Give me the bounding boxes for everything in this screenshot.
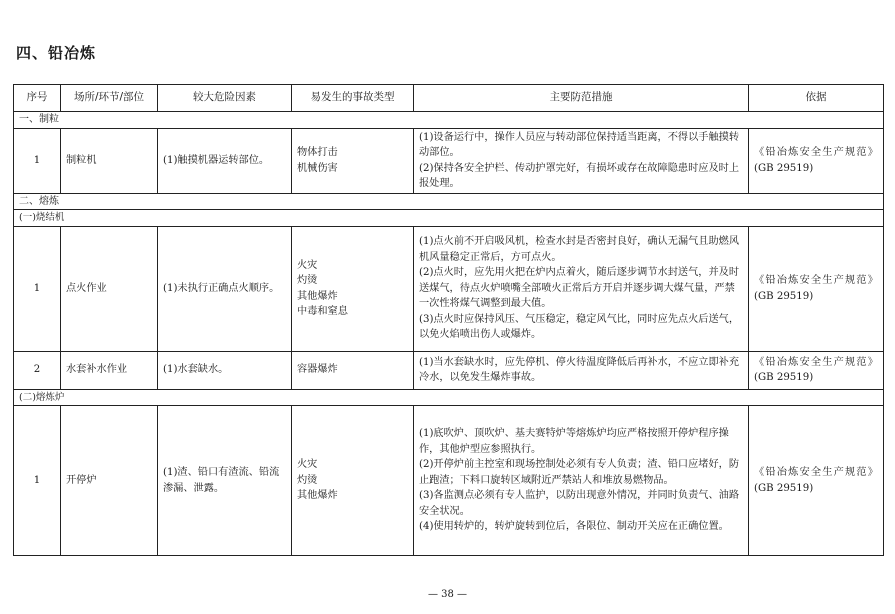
cell-no: 1	[14, 406, 61, 556]
cell-no: 1	[14, 128, 61, 193]
cell-hazard: (1)渣、铅口有渣流、铅流渗漏、泄露。	[158, 406, 292, 556]
page-number: — 38 —	[427, 589, 468, 600]
cell-accident	[292, 128, 414, 193]
accident-type: 中毒和窒息	[297, 306, 348, 317]
accident-type: 机械伤害	[297, 162, 338, 174]
subsection-label: (二)熔炼炉	[14, 389, 884, 406]
section-title: 四、铅冶炼	[16, 44, 97, 62]
cell-basis: 《铅冶炼安全生产规范》(GB 29519)	[749, 406, 884, 556]
cell-measures	[414, 128, 749, 193]
section-label: 二、熔炼	[14, 193, 884, 210]
accident-type: 其他爆炸	[297, 490, 338, 502]
accident-type: 灼烫	[297, 275, 318, 286]
subsection-label: (一)烧结机	[14, 210, 884, 227]
cell-accident	[292, 226, 414, 351]
accident-type: 物体打击	[297, 147, 338, 158]
measure-item: (1)底吹炉、顶吹炉、基夫赛特炉等熔炼炉均应严格按照开停炉程序操作，其他炉型应参照执行。	[419, 428, 729, 455]
cell-basis: 《铅冶炼安全生产规范》(GB 29519)	[749, 351, 884, 389]
section-row	[14, 193, 884, 210]
table-row	[14, 351, 884, 389]
cell-no: 2	[14, 351, 61, 389]
cell-accident	[292, 406, 414, 556]
cell-basis: 《铅冶炼安全生产规范》(GB 29519)	[749, 128, 884, 193]
measure-item: (2)点火时，应先用火把在炉内点着火，随后逐步调节水封送气，并及时送煤气，待点火炉喷嘴全部喷火正常后方开启并逐步调大煤气量，严禁一次性将煤气调整到最大值。	[419, 267, 740, 310]
table-row	[14, 128, 884, 193]
cell-place: 开停炉	[61, 406, 158, 556]
cell-measures	[414, 406, 749, 556]
section-row	[14, 112, 884, 129]
cell-hazard: (1)水套缺水。	[158, 351, 292, 389]
header-row	[14, 85, 884, 112]
measure-item: (1)当水套缺水时，应先停机、停火待温度降低后再补水，不应立即补充冷水，以免发生爆炸事故。	[419, 356, 740, 383]
accident-type: 火灾	[297, 459, 318, 471]
section-label: 一、制粒	[14, 112, 884, 129]
cell-no: 1	[14, 226, 61, 351]
cell-place: 点火作业	[61, 226, 158, 351]
measure-item: (2)开停炉前主控室和现场控制处必须有专人负责；渣、铅口应堵好，防止跑渣；下料口旋转区域附近严禁站人和堆放易燃物品。	[419, 459, 740, 486]
cell-accident	[292, 351, 414, 389]
measure-item: (4)使用转炉的，转炉旋转到位后，各限位、制动开关应在正确位置。	[419, 521, 729, 533]
subsection-row	[14, 389, 884, 406]
cell-basis: 《铅冶炼安全生产规范》(GB 29519)	[749, 226, 884, 351]
measure-item: (3)点火时应保持风压、气压稳定，稳定风气比，同时应先点火后送气，以免火焰喷出伤人或爆炸。	[419, 313, 740, 341]
measure-item: (2)保持各安全护栏、传动护罩完好，有损坏或存在故障隐患时应及时上报处理。	[419, 162, 740, 189]
header-place: 场所/环节/部位	[61, 85, 158, 112]
accident-type: 容器爆炸	[297, 364, 338, 376]
cell-place: 水套补水作业	[61, 351, 158, 389]
accident-type: 其他爆炸	[297, 290, 338, 302]
measure-item: (1)点火前不开启吸风机，检查水封是否密封良好，确认无漏气且助燃风机风量稳定正常后，方可点火。	[419, 236, 740, 263]
cell-hazard: (1)未执行正确点火顺序。	[158, 226, 292, 351]
header-accident: 易发生的事故类型	[292, 85, 414, 112]
header-hazard: 较大危险因素	[158, 85, 292, 112]
accident-type: 灼烫	[297, 474, 318, 486]
header-no: 序号	[14, 85, 61, 112]
hazard-table	[13, 84, 884, 556]
table-row	[14, 226, 884, 351]
cell-measures	[414, 351, 749, 389]
accident-type: 火灾	[297, 259, 318, 271]
header-basis: 依据	[749, 85, 884, 112]
cell-hazard: (1)触摸机器运转部位。	[158, 128, 292, 193]
measure-item: (3)各监测点必须有专人监护，以防出现意外情况，并同时负责气、油路安全状况。	[419, 490, 740, 517]
header-measures: 主要防范措施	[414, 85, 749, 112]
cell-place: 制粒机	[61, 128, 158, 193]
cell-measures	[414, 226, 749, 351]
measure-item: (1)设备运行中，操作人员应与转动部位保持适当距离，不得以手触摸转动部位。	[419, 131, 740, 158]
table-row	[14, 406, 884, 556]
subsection-row	[14, 210, 884, 227]
